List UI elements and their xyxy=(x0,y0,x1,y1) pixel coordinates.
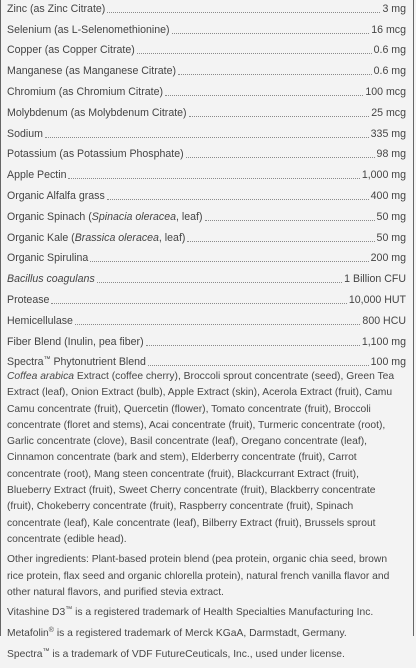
nutrient-name xyxy=(7,356,146,368)
nutrient-name: Potassium (as Potassium Phosphate) xyxy=(7,148,184,161)
name-part: , leaf) xyxy=(176,210,203,223)
nutrient-row-alfalfa xyxy=(7,181,406,202)
name-part: Organic Kale ( xyxy=(7,231,75,244)
nutrient-name: Sodium xyxy=(7,127,43,140)
nutrient-row-hemicellulase xyxy=(7,306,406,327)
nutrient-name: Chromium (as Chromium Citrate) xyxy=(7,85,163,98)
trademark-note-spectra: Spectra™ is a trademark of VDF FutureCeuticals, Inc., used under license. xyxy=(7,647,345,660)
nutrient-name: Organic Alfalfa grass xyxy=(7,189,105,202)
nutrient-row-spinach xyxy=(7,202,406,223)
blend-ingredients: Extract (coffee cherry), Broccoli sprout concentrate (seed), Green Tea Extract (leaf), Onion Extract (bulb), Apple Extract (skin), Acerola Extract (fruit), Camu Camu concentrate (fruit), Quercetin (flower), Tomato concentrate (fruit), Broccoli concentrate (floret and stems), Acai concentrate (fruit), Turmeric concentrate (root), Garlic concentrate (clove), Basil concentrate (leaf), Oregano concentrate (leaf), Cinnamon concentrate (bark and stem), Elderberry concentrate (fruit), Carrot concentrate (root), Mang steen concentrate (fruit), Blackcurrant Extract (fruit), Blueberry Extract (fruit), Sweet Cherry concentrate (fruit), Blackberry concentrate (fruit), Chokeberry concentrate (fruit), Raspberry concentrate (fruit), Spinach concentrate (leaf), Kale concentrate (leaf), Bilberry Extract (fruit), Brussels sprout concentrate (edible head). xyxy=(7,371,395,545)
nutrient-row-spectra xyxy=(7,348,406,369)
name-part: Phytonutrient Blend xyxy=(50,356,146,369)
nutrient-amount: 1 Billion CFU xyxy=(344,273,406,286)
dotted-leader xyxy=(189,116,370,117)
dotted-leader xyxy=(186,157,375,158)
nutrient-name: Hemicellulase xyxy=(7,314,73,327)
dotted-leader xyxy=(148,365,369,366)
latin-name: Bacillus coagulans xyxy=(7,273,95,286)
nutrient-row-chromium xyxy=(7,77,406,98)
phytonutrient-blend-text xyxy=(7,369,405,548)
nutrient-row-molybdenum xyxy=(7,98,406,119)
dotted-leader xyxy=(97,282,342,283)
latin-name: Spinacia oleracea xyxy=(91,210,177,223)
dotted-leader xyxy=(45,137,369,138)
registered-symbol: ® xyxy=(48,626,54,634)
nutrient-name: Fiber Blend (Inulin, pea fiber) xyxy=(7,335,144,348)
dotted-leader xyxy=(68,178,359,179)
nutrient-amount: 16 mcg xyxy=(371,23,406,36)
trademark-note-metafolin: Metafolin® is a registered trademark of Merck KGaA, Darmstadt, Germany. xyxy=(7,626,347,639)
nutrient-amount: 10,000 HUT xyxy=(348,293,406,306)
nutrient-row-sodium xyxy=(7,119,406,140)
dotted-leader xyxy=(205,220,375,221)
latin-name: Coffea arabica xyxy=(7,371,74,382)
nutrient-amount: 98 mg xyxy=(376,148,406,161)
trademark-symbol: ™ xyxy=(43,356,51,364)
other-ingredients-text: Other ingredients: Plant-based protein blend (pea protein, organic chia seed, brown rice protein, flax seed and organic chlorella protein), natural french vanilla flavor and other natural flavors, and purified stevia extract. xyxy=(7,554,390,598)
nutrient-amount: 400 mg xyxy=(370,189,406,202)
nutrient-row-manganese xyxy=(7,56,406,77)
nutrient-list xyxy=(7,0,406,368)
trademark-symbol: ™ xyxy=(65,606,73,614)
nutrient-amount: 800 HCU xyxy=(362,314,406,327)
ingredient-notes xyxy=(7,369,405,668)
nutrient-row-fiber-blend xyxy=(7,327,406,348)
nutrient-row-apple-pectin xyxy=(7,160,406,181)
dotted-leader xyxy=(107,199,369,200)
trademark-symbol: ™ xyxy=(42,647,50,655)
nutrient-row-spirulina xyxy=(7,244,406,265)
name-part: Spectra xyxy=(7,356,44,369)
nutrient-row-selenium xyxy=(7,15,406,36)
nutrient-row-zinc xyxy=(7,0,406,15)
nutrient-name: Molybdenum (as Molybdenum Citrate) xyxy=(7,106,187,119)
nutrient-row-protease xyxy=(7,285,406,306)
dotted-leader xyxy=(172,33,370,34)
dotted-leader xyxy=(187,241,374,242)
dotted-leader xyxy=(137,53,372,54)
nutrient-name: Manganese (as Manganese Citrate) xyxy=(7,65,177,78)
latin-name: Brassica oleracea xyxy=(74,231,159,244)
nutrient-amount: 100 mg xyxy=(370,356,406,369)
nutrient-amount: 3 mg xyxy=(382,2,406,15)
nutrient-amount: 100 mcg xyxy=(365,85,406,98)
nutrient-name: Selenium (as L-Selenomethionine) xyxy=(7,23,170,36)
nutrient-name: Organic Spirulina xyxy=(7,252,89,265)
nutrient-amount: 1,100 mg xyxy=(361,335,406,348)
dotted-leader xyxy=(146,345,360,346)
name-part: , leaf) xyxy=(158,231,186,244)
nutrient-name xyxy=(7,211,203,223)
dotted-leader xyxy=(165,95,363,96)
nutrient-name: Apple Pectin xyxy=(7,169,67,182)
nutrient-name xyxy=(7,232,185,244)
nutrient-row-bacillus xyxy=(7,264,406,285)
nutrient-row-potassium xyxy=(7,140,406,161)
dotted-leader xyxy=(178,74,372,75)
nutrient-amount: 1,000 mg xyxy=(361,169,406,182)
nutrient-name: Protease xyxy=(7,293,50,306)
nutrient-name xyxy=(7,273,95,285)
dotted-leader xyxy=(107,12,380,13)
nutrient-amount: 0.6 mg xyxy=(373,65,406,78)
trademark-note-vitashine: Vitashine D3™ is a registered trademark of Health Specialties Manufacturing Inc. xyxy=(7,606,374,619)
name-part: Organic Spinach ( xyxy=(7,210,92,223)
dotted-leader xyxy=(51,303,346,304)
nutrient-amount: 50 mg xyxy=(376,210,406,223)
nutrient-name: Zinc (as Zinc Citrate) xyxy=(7,2,106,15)
dotted-leader xyxy=(75,324,360,325)
nutrient-amount: 335 mg xyxy=(370,127,406,140)
nutrient-name: Copper (as Copper Citrate) xyxy=(7,44,135,57)
nutrient-amount: 200 mg xyxy=(370,252,406,265)
nutrient-amount: 50 mg xyxy=(376,231,406,244)
nutrient-row-kale xyxy=(7,223,406,244)
nutrient-amount: 25 mcg xyxy=(371,106,406,119)
nutrient-row-copper xyxy=(7,36,406,57)
dotted-leader xyxy=(90,261,368,262)
nutrient-amount: 0.6 mg xyxy=(373,44,406,57)
